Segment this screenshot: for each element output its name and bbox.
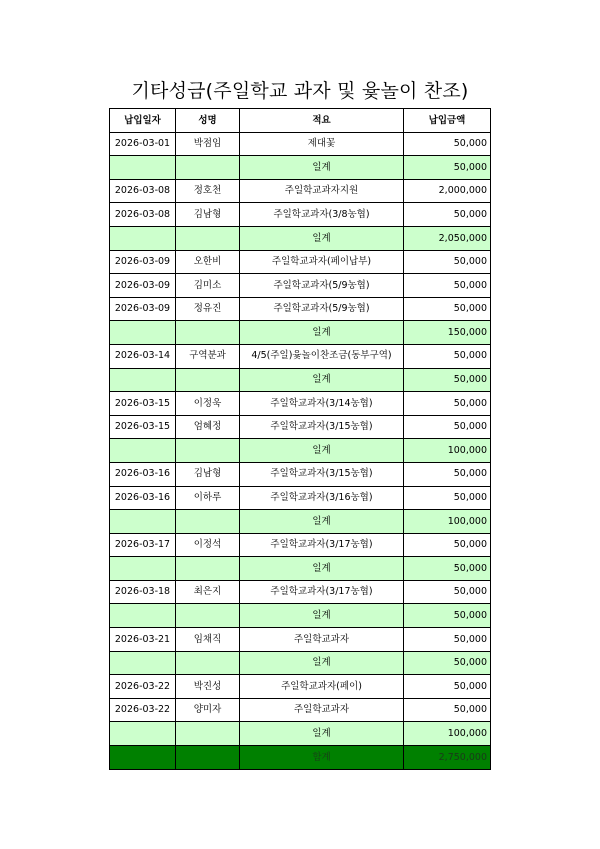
cell-name: 엄혜정 [176,415,240,439]
cell-description: 주일학교과자(3/17농협) [240,580,404,604]
cell-amount: 100,000 [404,439,491,463]
table-header-row [110,109,491,133]
cell-name: 박진성 [176,675,240,699]
table-row [110,132,491,156]
cell-amount: 50,000 [404,415,491,439]
cell-description: 일계 [240,722,404,746]
cell-amount: 50,000 [404,628,491,652]
cell-description: 일계 [240,321,404,345]
cell-date [110,722,176,746]
cell-date [110,321,176,345]
cell-amount: 50,000 [404,156,491,180]
cell-amount: 100,000 [404,510,491,534]
cell-description: 일계 [240,368,404,392]
cell-date [110,557,176,581]
cell-date: 2026-03-16 [110,486,176,510]
cell-description: 주일학교과자 [240,628,404,652]
cell-name: 이정석 [176,533,240,557]
donation-ledger-table [109,108,491,770]
cell-name [176,651,240,675]
daily-subtotal-row [110,439,491,463]
cell-amount: 50,000 [404,580,491,604]
cell-date [110,651,176,675]
cell-date: 2026-03-08 [110,179,176,203]
grand-total-row [110,746,491,770]
cell-description: 주일학교과자(3/17농협) [240,533,404,557]
table-row [110,274,491,298]
daily-subtotal-row [110,368,491,392]
cell-date [110,604,176,628]
cell-amount: 50,000 [404,392,491,416]
cell-amount: 100,000 [404,722,491,746]
cell-date [110,510,176,534]
cell-date: 2026-03-09 [110,274,176,298]
daily-subtotal-row [110,510,491,534]
cell-name: 정호천 [176,179,240,203]
cell-date: 2026-03-17 [110,533,176,557]
cell-name: 박점임 [176,132,240,156]
cell-date: 2026-03-18 [110,580,176,604]
cell-description: 일계 [240,651,404,675]
cell-amount: 50,000 [404,132,491,156]
table-row [110,297,491,321]
cell-date: 2026-03-14 [110,344,176,368]
cell-name: 정유진 [176,297,240,321]
document-title: 기타성금(주일학교 과자 및 윷놀이 찬조) [131,80,469,102]
cell-description: 제대꽃 [240,132,404,156]
cell-name [176,510,240,534]
daily-subtotal-row [110,651,491,675]
cell-name: 이하루 [176,486,240,510]
cell-date: 2026-03-09 [110,250,176,274]
cell-description: 주일학교과자 [240,698,404,722]
cell-name [176,722,240,746]
cell-name: 김남형 [176,203,240,227]
cell-amount: 2,000,000 [404,179,491,203]
daily-subtotal-row [110,557,491,581]
cell-amount: 50,000 [404,274,491,298]
table-row [110,698,491,722]
table-row [110,250,491,274]
cell-date: 2026-03-01 [110,132,176,156]
daily-subtotal-row [110,321,491,345]
column-header-date: 납입일자 [110,109,176,133]
cell-description: 일계 [240,557,404,581]
daily-subtotal-row [110,156,491,180]
cell-amount: 50,000 [404,675,491,699]
cell-date: 2026-03-16 [110,462,176,486]
cell-date [110,368,176,392]
cell-amount: 50,000 [404,368,491,392]
cell-name: 오한비 [176,250,240,274]
cell-description: 주일학교과자(페이납부) [240,250,404,274]
cell-description: 일계 [240,439,404,463]
cell-date: 2026-03-09 [110,297,176,321]
cell-amount: 50,000 [404,557,491,581]
cell-name [176,604,240,628]
cell-date: 2026-03-08 [110,203,176,227]
cell-amount: 50,000 [404,604,491,628]
cell-description: 주일학교과자(3/15농협) [240,462,404,486]
cell-description: 주일학교과자(3/8농협) [240,203,404,227]
cell-name [176,321,240,345]
table-row [110,344,491,368]
column-header-amount: 납입금액 [404,109,491,133]
cell-description: 주일학교과자(5/9농협) [240,274,404,298]
cell-description: 일계 [240,510,404,534]
table-body [110,132,491,769]
daily-subtotal-row [110,722,491,746]
cell-name: 최은지 [176,580,240,604]
cell-date: 2026-03-22 [110,698,176,722]
cell-date: 2026-03-15 [110,415,176,439]
column-header-name: 성명 [176,109,240,133]
cell-name [176,156,240,180]
cell-description: 일계 [240,156,404,180]
table-row [110,203,491,227]
cell-description: 주일학교과자(페이) [240,675,404,699]
daily-subtotal-row [110,604,491,628]
cell-description: 일계 [240,604,404,628]
cell-name: 김남형 [176,462,240,486]
cell-amount: 2,050,000 [404,226,491,250]
cell-name: 구역분과 [176,344,240,368]
cell-amount: 2,750,000 [404,746,491,770]
cell-date: 2026-03-15 [110,392,176,416]
cell-description: 4/5(주일)윷놀이찬조금(동부구역) [240,344,404,368]
cell-description: 주일학교과자(3/14농협) [240,392,404,416]
cell-name: 김미소 [176,274,240,298]
cell-description: 주일학교과자(3/16농협) [240,486,404,510]
cell-name [176,439,240,463]
table-row [110,486,491,510]
cell-date [110,746,176,770]
table-row [110,415,491,439]
cell-amount: 50,000 [404,486,491,510]
cell-amount: 50,000 [404,297,491,321]
cell-date: 2026-03-21 [110,628,176,652]
cell-amount: 50,000 [404,462,491,486]
cell-amount: 150,000 [404,321,491,345]
cell-amount: 50,000 [404,203,491,227]
cell-description: 주일학교과자지원 [240,179,404,203]
table-row [110,580,491,604]
cell-description: 일계 [240,226,404,250]
cell-description: 주일학교과자(5/9농협) [240,297,404,321]
cell-amount: 50,000 [404,250,491,274]
cell-date: 2026-03-22 [110,675,176,699]
cell-description: 주일학교과자(3/15농협) [240,415,404,439]
table-row [110,392,491,416]
cell-amount: 50,000 [404,651,491,675]
cell-name: 임채직 [176,628,240,652]
column-header-description: 적요 [240,109,404,133]
cell-amount: 50,000 [404,344,491,368]
table-row [110,179,491,203]
cell-name [176,557,240,581]
cell-name [176,368,240,392]
cell-date [110,439,176,463]
cell-amount: 50,000 [404,698,491,722]
cell-name [176,226,240,250]
cell-date [110,226,176,250]
cell-name: 양미자 [176,698,240,722]
cell-name: 이정욱 [176,392,240,416]
table-row [110,533,491,557]
cell-date [110,156,176,180]
table-row [110,675,491,699]
table-row [110,628,491,652]
table-row [110,462,491,486]
cell-name [176,746,240,770]
cell-description: 합계 [240,746,404,770]
daily-subtotal-row [110,226,491,250]
cell-amount: 50,000 [404,533,491,557]
